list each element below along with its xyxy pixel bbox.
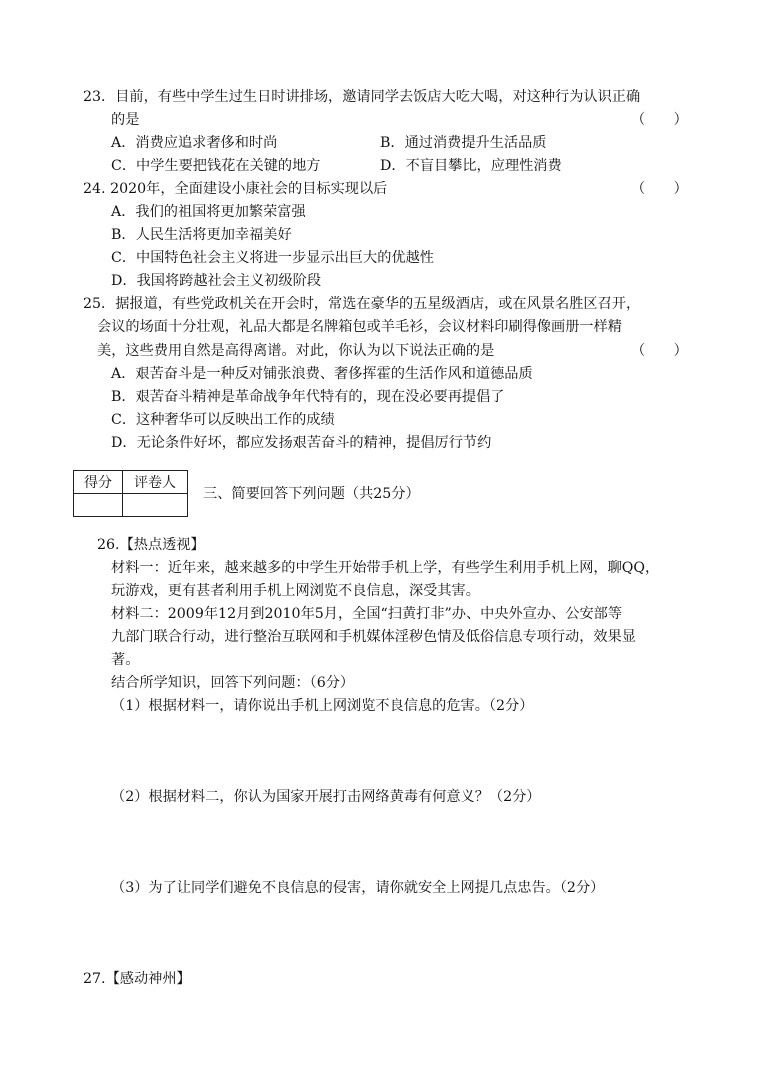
- q26-material1-line1: 材料一：近年来，越来越多的中学生开始带手机上学，有些学生利用手机上网，聊QQ，: [111, 560, 660, 576]
- q23-stem-line1: 23．目前，有些中学生过生日时讲排场，邀请同学去饭店大吃大喝，对这种行为认识正确: [83, 89, 641, 105]
- q24-stem: 24. 2020年，全面建设小康社会的目标实现以后: [83, 181, 388, 197]
- q23-stem-line2: 的是: [111, 112, 140, 128]
- grader-header: 评卷人: [123, 471, 188, 494]
- q25-stem-line2: 会议的场面十分壮观，礼品大都是名牌箱包或羊毛衫，会议材料印刷得像画册一样精: [97, 319, 622, 335]
- q26-material1-line2: 玩游戏，更有甚者利用手机上网浏览不良信息，深受其害。: [111, 583, 480, 599]
- score-header: 得分: [74, 471, 123, 494]
- q26-material2-line3: 著。: [111, 652, 140, 668]
- q23-option-b: B．通过消费提升生活品质: [380, 135, 547, 151]
- q25-option-b: B．艰苦奋斗精神是革命战争年代特有的，现在没必要再提倡了: [111, 389, 505, 405]
- q24-option-b: B．人民生活将更加幸福美好: [111, 227, 292, 243]
- q26-sub-question-2: （2）根据材料二，你认为国家开展打击网络黄毒有何意义？（2分）: [111, 789, 541, 805]
- q24-option-d: D．我国将跨越社会主义初级阶段: [111, 273, 322, 289]
- score-table: [73, 470, 188, 517]
- q26-material2-line2: 九部门联合行动，进行整治互联网和手机媒体淫秽色情及低俗信息专项行动，效果显: [111, 629, 636, 645]
- q26-sub-question-3: （3）为了让同学们避免不良信息的侵害，请你就安全上网提几点忠告。（2分）: [111, 880, 605, 896]
- section3-title: 三、简要回答下列问题（共25分）: [203, 486, 420, 502]
- q25-option-d: D．无论条件好坏，都应发扬艰苦奋斗的精神，提倡厉行节约: [111, 435, 492, 451]
- q26-sub-question-1: （1）根据材料一，请你说出手机上网浏览不良信息的危害。（2分）: [111, 698, 534, 714]
- q23-option-a: A．消费应追求奢侈和时尚: [111, 135, 278, 151]
- q24-option-a: A．我们的祖国将更加繁荣富强: [111, 204, 306, 220]
- q26-instruction: 结合所学知识，回答下列问题：（6分）: [111, 675, 355, 691]
- q25-stem-line3: 美，这些费用自然是高得离谱。对此，你认为以下说法正确的是: [97, 343, 495, 359]
- q25-answer-paren: （ ）: [631, 343, 688, 359]
- score-cell[interactable]: [74, 494, 123, 517]
- q23-option-c: C．中学生要把钱花在关键的地方: [111, 158, 321, 174]
- q25-stem-line1: 25．据报道，有些党政机关在开会时，常选在豪华的五星级酒店，或在风景名胜区召开，: [83, 296, 641, 312]
- q26-material2-line1: 材料二：2009年12月到2010年5月，全国“扫黄打非”办、中央外宣办、公安部等: [111, 606, 623, 622]
- q27-heading: 27.【感动神州】: [83, 971, 191, 987]
- grader-cell[interactable]: [123, 494, 188, 517]
- q23-option-d: D．不盲目攀比，应理性消费: [380, 158, 562, 174]
- q26-heading: 26.【热点透视】: [97, 537, 205, 553]
- q23-answer-paren: （ ）: [631, 112, 688, 128]
- q25-option-a: A．艰苦奋斗是一种反对铺张浪费、奢侈挥霍的生活作风和道德品质: [111, 366, 533, 382]
- q25-option-c: C．这种奢华可以反映出工作的成绩: [111, 412, 335, 428]
- q24-answer-paren: （ ）: [631, 181, 688, 197]
- q24-option-c: C．中国特色社会主义将进一步显示出巨大的优越性: [111, 250, 434, 266]
